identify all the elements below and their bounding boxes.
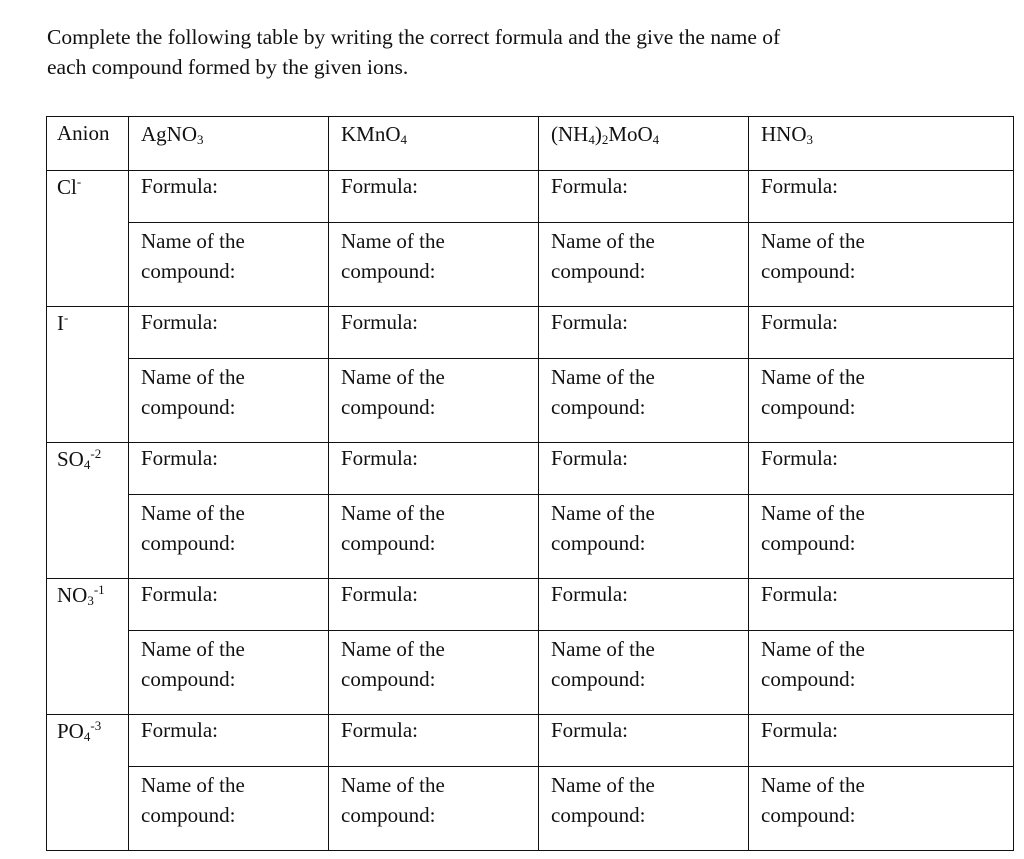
- name-row: [47, 767, 1014, 851]
- compound-name-cell[interactable]: [749, 495, 1014, 579]
- name-label: Name of the: [551, 229, 655, 253]
- formula-label: Formula:: [341, 310, 418, 334]
- formula-label: Formula:: [141, 446, 218, 470]
- formula-cell[interactable]: [329, 307, 539, 359]
- formula-text: SO: [57, 447, 84, 471]
- name-label: compound:: [141, 667, 236, 691]
- name-label: Name of the: [141, 637, 245, 661]
- formula-label: Formula:: [341, 446, 418, 470]
- name-label: Name of the: [551, 637, 655, 661]
- compound-name-cell[interactable]: [749, 223, 1014, 307]
- anion-cell: [47, 307, 129, 443]
- name-label: compound:: [551, 531, 646, 555]
- compound-name-cell[interactable]: [539, 359, 749, 443]
- name-label: compound:: [341, 667, 436, 691]
- name-label: compound:: [761, 395, 856, 419]
- name-label: Name of the: [341, 637, 445, 661]
- compound-table: [46, 116, 1014, 851]
- formula-label: Formula:: [551, 446, 628, 470]
- formula-row: [47, 443, 1014, 495]
- name-label: Name of the: [341, 229, 445, 253]
- anion-cell: [47, 715, 129, 851]
- name-label: compound:: [141, 395, 236, 419]
- instructions-line-2: each compound formed by the given ions.: [47, 55, 409, 79]
- formula-text: HNO: [761, 122, 807, 146]
- formula-label: Formula:: [761, 174, 838, 198]
- formula-cell[interactable]: [329, 715, 539, 767]
- formula-label: Formula:: [551, 718, 628, 742]
- formula-cell[interactable]: [129, 171, 329, 223]
- anion-header: Anion: [47, 117, 129, 171]
- subscript: 4: [400, 132, 408, 147]
- formula-text: (NH: [551, 122, 589, 146]
- name-row: [47, 495, 1014, 579]
- compound-name-cell[interactable]: [539, 495, 749, 579]
- formula-label: Formula:: [341, 582, 418, 606]
- formula-cell[interactable]: [749, 715, 1014, 767]
- formula-row: [47, 579, 1014, 631]
- formula-cell[interactable]: [329, 579, 539, 631]
- formula-label: Formula:: [341, 718, 418, 742]
- name-label: compound:: [341, 531, 436, 555]
- name-label: Name of the: [551, 365, 655, 389]
- name-label: compound:: [761, 803, 856, 827]
- header-row: [47, 117, 1014, 171]
- column-header: [539, 117, 749, 171]
- formula-text: MoO: [608, 122, 653, 146]
- name-label: compound:: [551, 259, 646, 283]
- formula-label: Formula:: [761, 446, 838, 470]
- name-row: [47, 223, 1014, 307]
- subscript: 2: [601, 132, 609, 147]
- formula-cell[interactable]: [329, 171, 539, 223]
- formula-text: AgNO: [141, 122, 197, 146]
- name-label: Name of the: [341, 365, 445, 389]
- compound-name-cell[interactable]: [539, 631, 749, 715]
- name-label: Name of the: [141, 773, 245, 797]
- name-label: compound:: [141, 259, 236, 283]
- formula-label: Formula:: [551, 582, 628, 606]
- formula-cell[interactable]: [749, 579, 1014, 631]
- name-label: Name of the: [551, 501, 655, 525]
- formula-row: [47, 715, 1014, 767]
- instructions: [47, 22, 1007, 82]
- formula-text: NO: [57, 583, 88, 607]
- name-label: compound:: [341, 803, 436, 827]
- name-label: compound:: [141, 531, 236, 555]
- formula-cell[interactable]: [749, 443, 1014, 495]
- subscript: 4: [588, 132, 595, 147]
- formula-text: PO: [57, 719, 84, 743]
- name-label: Name of the: [761, 229, 865, 253]
- name-label: Name of the: [141, 365, 245, 389]
- formula-cell[interactable]: [129, 443, 329, 495]
- column-header: [329, 117, 539, 171]
- compound-name-cell[interactable]: [749, 767, 1014, 851]
- compound-name-cell[interactable]: [129, 767, 329, 851]
- formula-label: Formula:: [341, 174, 418, 198]
- name-label: compound:: [551, 803, 646, 827]
- name-label: compound:: [341, 395, 436, 419]
- formula-cell[interactable]: [749, 307, 1014, 359]
- formula-cell[interactable]: [129, 307, 329, 359]
- name-label: compound:: [141, 803, 236, 827]
- subscript: 4: [83, 729, 91, 744]
- name-label: Name of the: [761, 637, 865, 661]
- name-label: Name of the: [761, 773, 865, 797]
- name-label: compound:: [761, 259, 856, 283]
- name-label: Name of the: [761, 365, 865, 389]
- compound-name-cell[interactable]: [329, 631, 539, 715]
- formula-row: [47, 171, 1014, 223]
- compound-name-cell[interactable]: [749, 359, 1014, 443]
- formula-text: KMnO: [341, 122, 401, 146]
- column-header: [129, 117, 329, 171]
- formula-label: Formula:: [761, 582, 838, 606]
- compound-name-cell[interactable]: [129, 631, 329, 715]
- anion-cell: [47, 443, 129, 579]
- subscript: 3: [87, 593, 94, 608]
- formula-label: Formula:: [761, 718, 838, 742]
- formula-cell[interactable]: [539, 171, 749, 223]
- compound-name-cell[interactable]: [329, 767, 539, 851]
- compound-name-cell[interactable]: [129, 359, 329, 443]
- name-label: Name of the: [551, 773, 655, 797]
- name-label: Name of the: [141, 501, 245, 525]
- formula-cell[interactable]: [129, 579, 329, 631]
- formula-cell[interactable]: [539, 715, 749, 767]
- formula-row: [47, 307, 1014, 359]
- name-label: Name of the: [341, 773, 445, 797]
- formula-label: Formula:: [551, 310, 628, 334]
- column-header: [749, 117, 1014, 171]
- formula-text: ): [594, 122, 602, 146]
- formula-label: Formula:: [761, 310, 838, 334]
- formula-cell[interactable]: [539, 307, 749, 359]
- formula-label: Formula:: [141, 582, 218, 606]
- formula-text: I: [57, 311, 64, 335]
- formula-cell[interactable]: [539, 443, 749, 495]
- formula-label: Formula:: [141, 718, 218, 742]
- instructions-line-1: Complete the following table by writing the correct formula and the give the name of: [47, 25, 781, 49]
- compound-name-cell[interactable]: [129, 495, 329, 579]
- superscript: -3: [90, 718, 102, 733]
- formula-label: Formula:: [141, 310, 218, 334]
- subscript: 3: [806, 132, 813, 147]
- compound-name-cell[interactable]: [329, 495, 539, 579]
- name-label: compound:: [551, 395, 646, 419]
- name-label: Name of the: [761, 501, 865, 525]
- subscript: 3: [197, 132, 204, 147]
- compound-name-cell[interactable]: [329, 359, 539, 443]
- superscript: -: [76, 174, 82, 189]
- superscript: -2: [90, 446, 102, 461]
- anion-cell: [47, 579, 129, 715]
- compound-name-cell[interactable]: [539, 767, 749, 851]
- compound-name-cell[interactable]: [129, 223, 329, 307]
- name-label: compound:: [551, 667, 646, 691]
- superscript: -1: [93, 582, 105, 597]
- name-label: Name of the: [341, 501, 445, 525]
- compound-name-cell[interactable]: [329, 223, 539, 307]
- subscript: 4: [83, 457, 91, 472]
- formula-label: Formula:: [551, 174, 628, 198]
- name-label: Name of the: [141, 229, 245, 253]
- formula-cell[interactable]: [749, 171, 1014, 223]
- formula-text: Cl: [57, 175, 77, 199]
- compound-name-cell[interactable]: [539, 223, 749, 307]
- name-label: compound:: [761, 531, 856, 555]
- formula-label: Formula:: [141, 174, 218, 198]
- compound-name-cell[interactable]: [749, 631, 1014, 715]
- formula-cell[interactable]: [539, 579, 749, 631]
- formula-cell[interactable]: [329, 443, 539, 495]
- name-label: compound:: [341, 259, 436, 283]
- superscript: -: [64, 310, 69, 325]
- name-row: [47, 631, 1014, 715]
- subscript: 4: [652, 132, 660, 147]
- name-row: [47, 359, 1014, 443]
- formula-cell[interactable]: [129, 715, 329, 767]
- anion-cell: [47, 171, 129, 307]
- name-label: compound:: [761, 667, 856, 691]
